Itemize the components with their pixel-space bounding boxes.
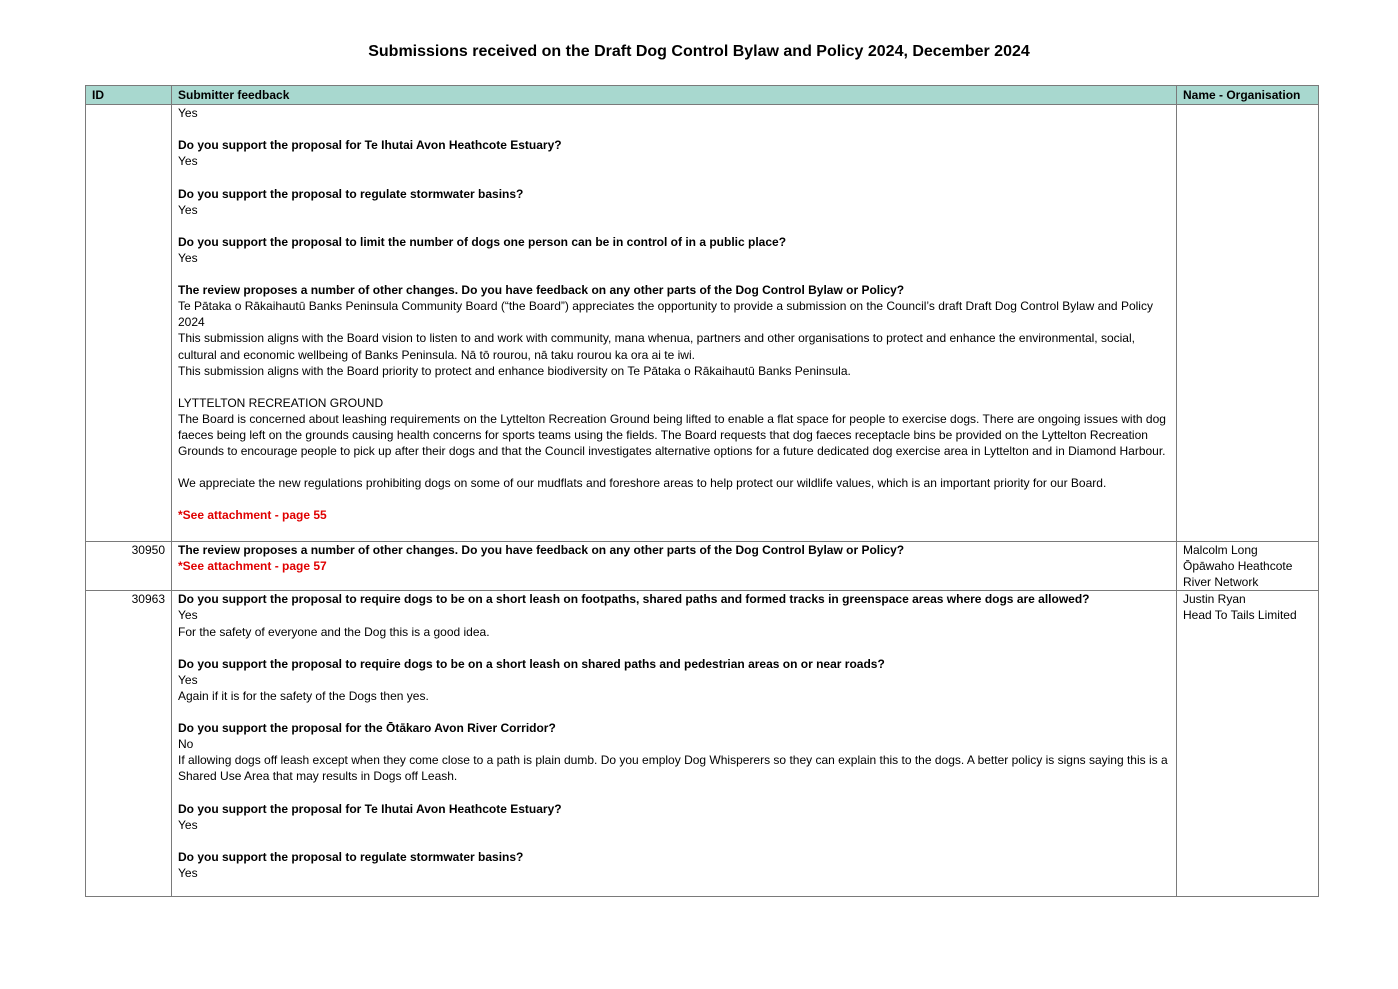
- answer-text: Yes: [178, 608, 198, 623]
- name-line: River Network: [1183, 575, 1259, 590]
- answer-text: LYTTELTON RECREATION GROUND: [178, 395, 384, 410]
- name-line: Malcolm Long: [1183, 543, 1258, 558]
- attachment-note: *See attachment - page 57: [178, 559, 327, 574]
- answer-text: If allowing dogs off leash except when they come close to a path is plain dumb. Do you employ Dog Whisperers so they can explain this to the dogs. A better policy is signs saying this is a Shared Use Area that may results in Dogs off Leash.: [178, 753, 1168, 784]
- submitter-name: [1177, 105, 1319, 542]
- header-id: ID: [86, 86, 172, 105]
- name-line: Ōpāwaho Heathcote: [1183, 559, 1293, 574]
- table-row: [86, 542, 1319, 591]
- spacer: [178, 640, 1170, 656]
- submission-id: 30950: [86, 542, 172, 591]
- spacer: [178, 379, 1170, 395]
- question-text: Do you support the proposal for Te Ihutai Avon Heathcote Estuary?: [178, 801, 562, 816]
- answer-text: Yes: [178, 250, 198, 265]
- question-text: The review proposes a number of other changes. Do you have feedback on any other parts of the Dog Control Bylaw or Policy?: [178, 543, 905, 558]
- question-text: Do you support the proposal to regulate stormwater basins?: [178, 849, 524, 864]
- answer-text: Yes: [178, 817, 198, 832]
- spacer: [178, 266, 1170, 282]
- question-text: Do you support the proposal to require dogs to be on a short leash on footpaths, shared paths and formed tracks in greenspace areas where dogs are allowed?: [178, 592, 1090, 607]
- answer-text: Yes: [178, 865, 198, 880]
- spacer: [178, 121, 1170, 137]
- submission-id: [86, 105, 172, 542]
- answer-text: No: [178, 737, 194, 752]
- name-line: Head To Tails Limited: [1183, 608, 1297, 623]
- answer-text: Yes: [178, 106, 198, 121]
- answer-text: The Board is concerned about leashing requirements on the Lyttelton Recreation Ground being lifted to enable a flat space for people to exercise dogs. There are ongoing issues with dog faeces being left on the grounds causing health concerns for sports teams using the fields. The Board requests that dog faeces receptacle bins be provided on the Lyttelton Recreation Grounds to encourage people to pick up after their dogs and that the Council investigates alternative options for a future dedicated dog exercise area in Lyttelton and in Diamond Harbour.: [178, 411, 1166, 459]
- answer-text: Yes: [178, 672, 198, 687]
- answer-text: Yes: [178, 202, 198, 217]
- spacer: [178, 785, 1170, 801]
- question-text: The review proposes a number of other changes. Do you have feedback on any other parts of the Dog Control Bylaw or Policy?: [178, 283, 905, 298]
- submitter-feedback: [172, 591, 1177, 897]
- spacer: [178, 218, 1170, 234]
- answer-text: For the safety of everyone and the Dog this is a good idea.: [178, 624, 490, 639]
- table-row: [86, 591, 1319, 897]
- header-name-organisation: Name - Organisation: [1177, 86, 1319, 105]
- question-text: Do you support the proposal to limit the number of dogs one person can be in control of in a public place?: [178, 234, 787, 249]
- answer-text: We appreciate the new regulations prohibiting dogs on some of our mudflats and foreshore areas to help protect our wildlife values, which is an important priority for our Board.: [178, 476, 1107, 491]
- header-submitter-feedback: Submitter feedback: [172, 86, 1177, 105]
- submission-id: 30963: [86, 591, 172, 897]
- spacer: [178, 704, 1170, 720]
- question-text: Do you support the proposal to regulate stormwater basins?: [178, 186, 524, 201]
- table-header-row: [86, 86, 1319, 105]
- submissions-table: [85, 85, 1319, 897]
- submitter-feedback: [172, 542, 1177, 591]
- submitter-name: [1177, 542, 1319, 591]
- submitter-name: [1177, 591, 1319, 897]
- spacer: [178, 491, 1170, 507]
- name-line: Justin Ryan: [1183, 592, 1246, 607]
- document-title: Submissions received on the Draft Dog Control Bylaw and Policy 2024, December 2024: [368, 43, 1030, 60]
- answer-text: Yes: [178, 154, 198, 169]
- attachment-note: *See attachment - page 55: [178, 508, 327, 523]
- answer-text: This submission aligns with the Board vision to listen to and work with community, mana whenua, partners and other organisations to protect and enhance the environmental, social, cultural and economic wellbeing of Banks Peninsula. Nā tō rourou, nā taku rourou ka ora ai te iwi.: [178, 331, 1135, 362]
- table-row: [86, 105, 1319, 542]
- question-text: Do you support the proposal for Te Ihutai Avon Heathcote Estuary?: [178, 138, 562, 153]
- answer-text: This submission aligns with the Board priority to protect and enhance biodiversity on Te Pātaka o Rākaihautū Banks Peninsula.: [178, 363, 851, 378]
- spacer: [178, 459, 1170, 475]
- spacer: [178, 169, 1170, 185]
- spacer: [178, 833, 1170, 849]
- question-text: Do you support the proposal for the Ōtākaro Avon River Corridor?: [178, 721, 556, 736]
- question-text: Do you support the proposal to require dogs to be on a short leash on shared paths and pedestrian areas on or near roads?: [178, 656, 885, 671]
- submitter-feedback: [172, 105, 1177, 542]
- answer-text: Te Pātaka o Rākaihautū Banks Peninsula Community Board (“the Board”) appreciates the opportunity to provide a submission on the Council’s draft Draft Dog Control Bylaw and Policy 2024: [178, 299, 1153, 330]
- answer-text: Again if it is for the safety of the Dogs then yes.: [178, 688, 429, 703]
